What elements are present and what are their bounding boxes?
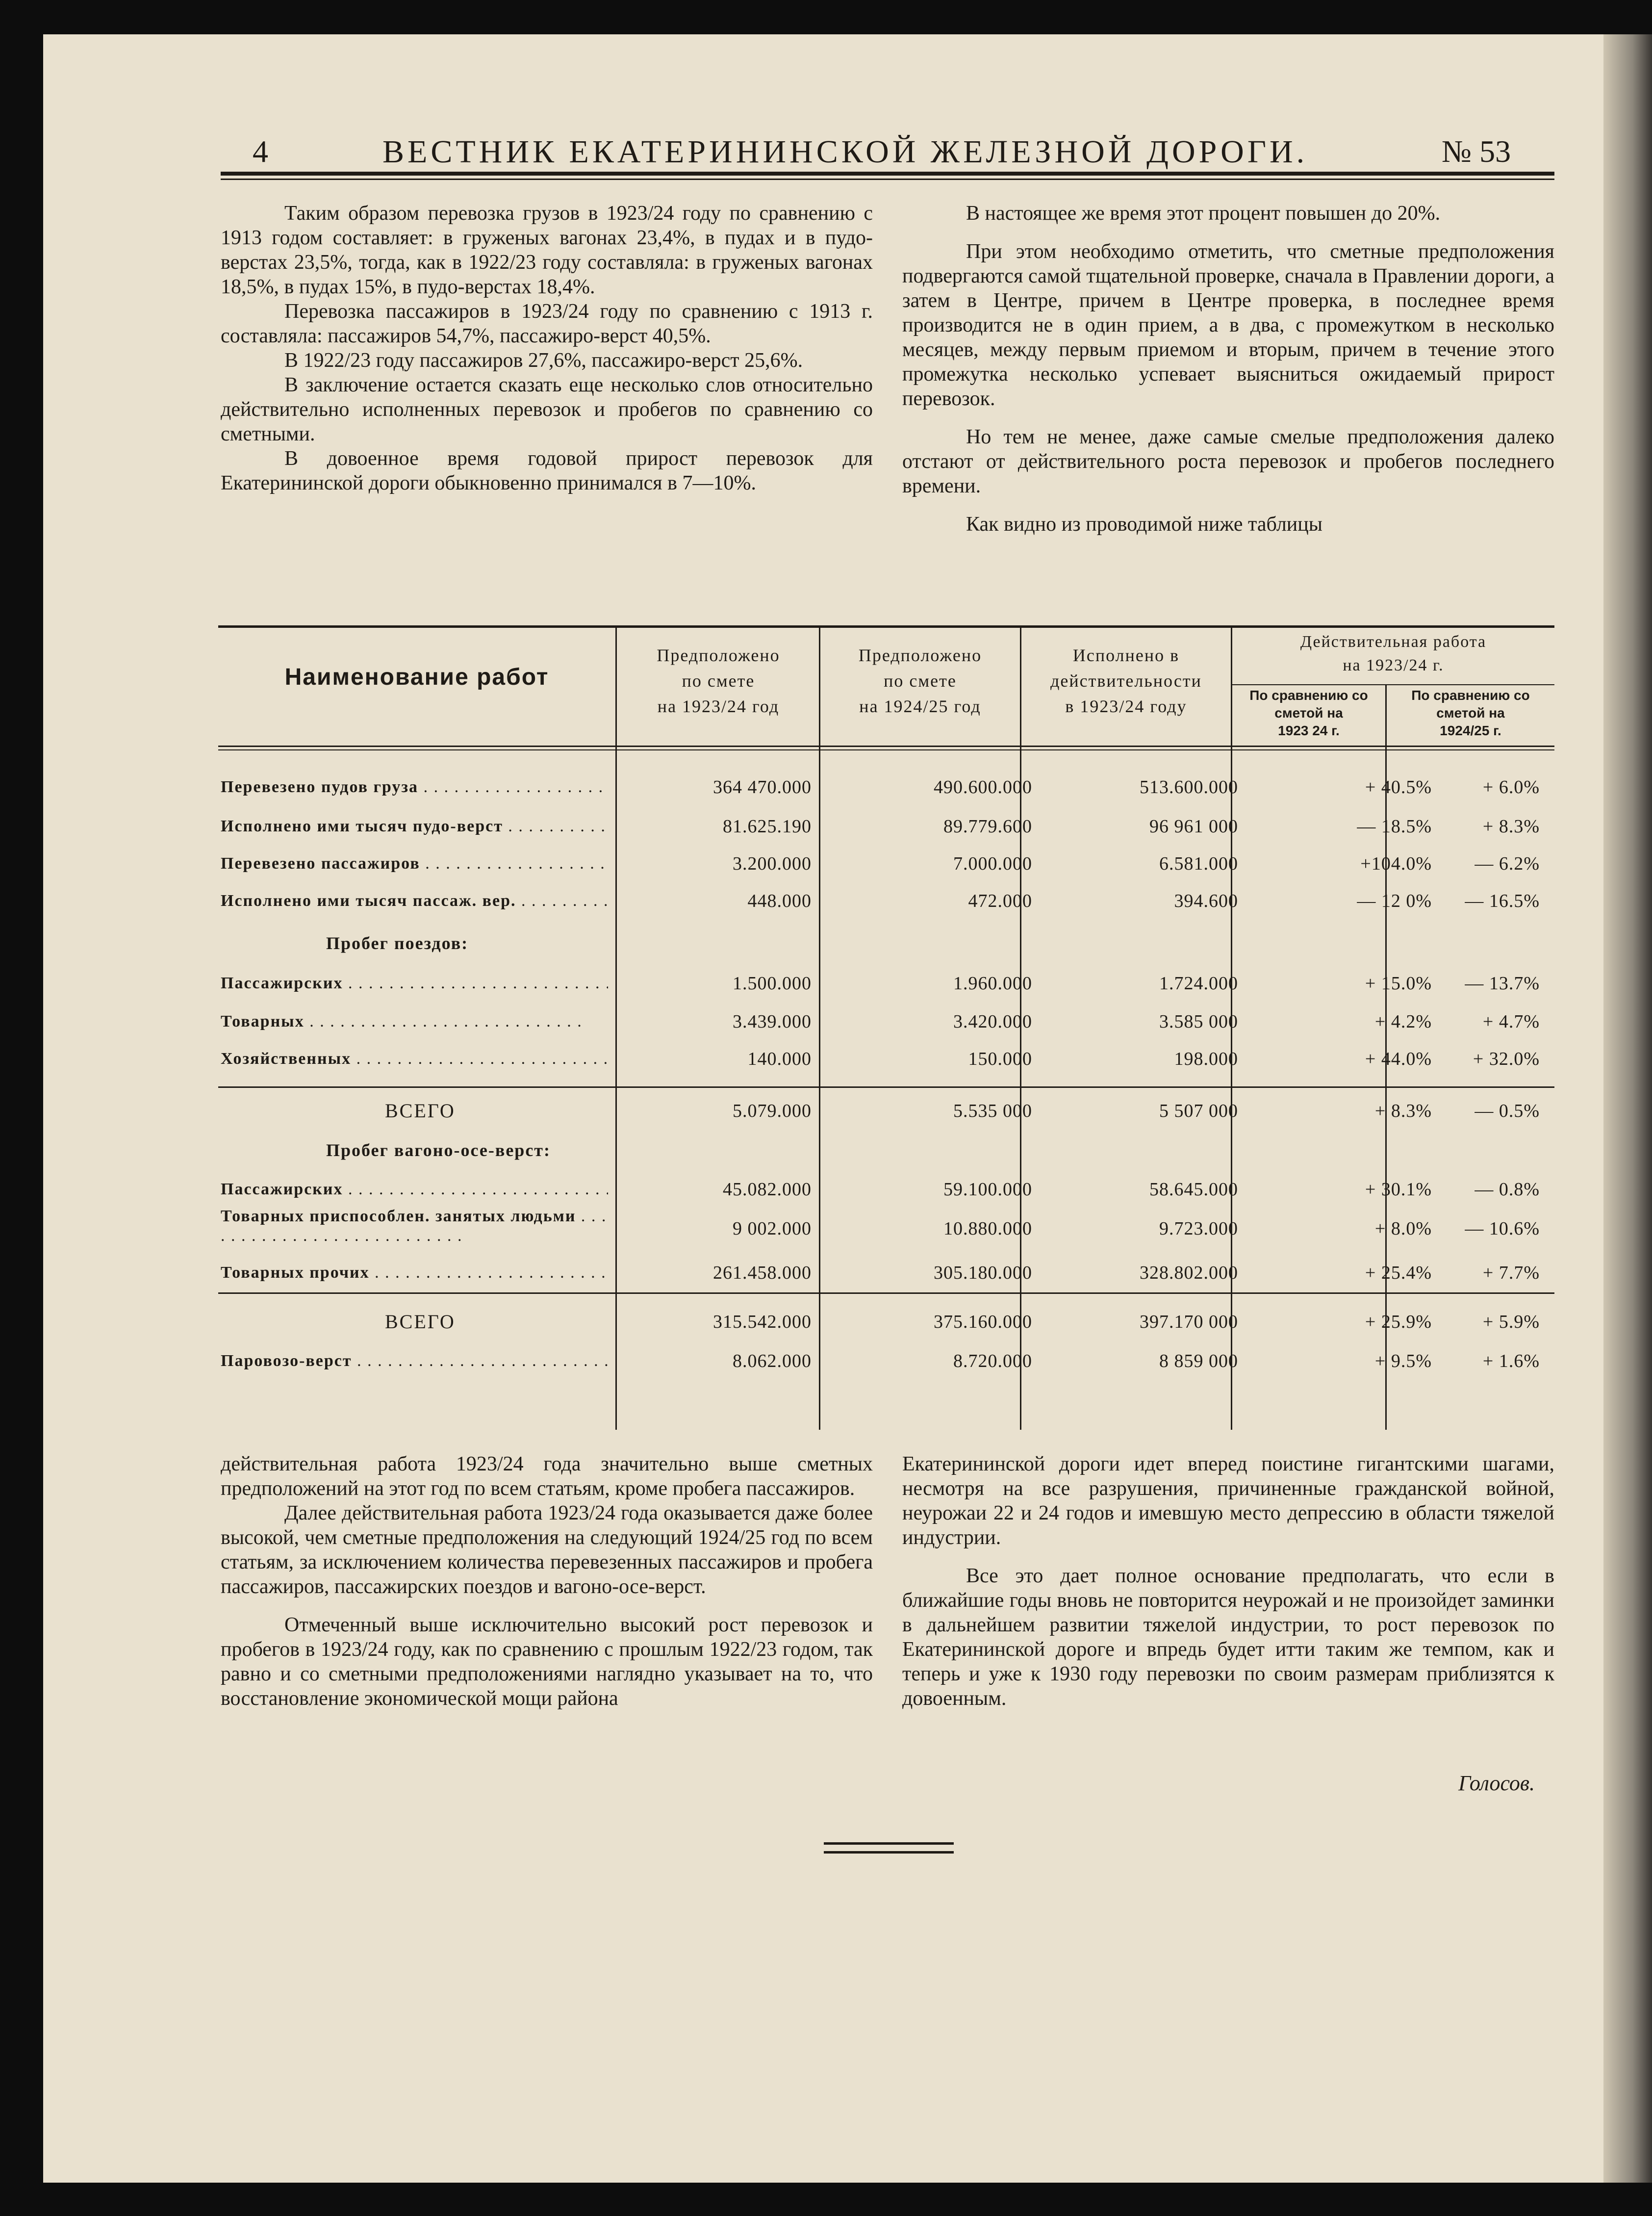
cell-value: 261.458.000 [713,1263,812,1283]
cell-value: +104.0% [1360,853,1432,874]
cell-value: 315.542.000 [713,1312,812,1332]
header-col4 [1232,687,1385,740]
cell-value: 3.585 000 [1159,1011,1238,1032]
header-line: Исполнено в [1072,645,1180,665]
cell-value: — 13.7% [1465,973,1540,994]
cell-value: — 16.5% [1465,891,1540,911]
journal-title: ВЕСТНИК ЕКАТЕРИНИНСКОЙ ЖЕЛЕЗНОЙ ДОРОГИ. [382,134,1308,170]
paragraph: В довоенное время годовой прирост перевозок для Екатерининской дороги обыкновенно принимался в 7—10%. [221,447,873,494]
paragraph: Как видно из проводимой ниже таблицы [966,513,1322,536]
page-edge [1603,34,1652,2183]
header-line: по смете [884,671,957,691]
row-label: Перевезено пудов груза . . . [221,773,608,802]
cell-value: + 25.9% [1365,1312,1432,1332]
cell-value: 448.000 [747,891,812,911]
header-line: 1924/25 г. [1440,723,1501,738]
paragraph: Перевозка пассажиров в 1923/24 году по сравнению с 1913 г. составляла: пассажиров 54,7%, пассажиро-верст 40,5%. [221,300,873,347]
cell-value: 3.439.000 [733,1011,812,1032]
cell-value: — 10.6% [1465,1218,1540,1239]
row-label: Товарных приспособлен. занятых людьми . . . [221,1207,608,1246]
cell-value: + 25.4% [1365,1263,1432,1283]
paragraph: В заключение остается сказать еще несколько слов относительно действительно исполненных перевозок и пробегов по сравнению со сметными. [221,374,873,445]
cell-value: 8 859 000 [1159,1351,1238,1371]
cell-value: 472.000 [968,891,1032,911]
table-row [218,1007,1554,1041]
cell-value: 1.724.000 [1159,973,1238,994]
table-section-row [218,1135,1554,1170]
cell-value: 150.000 [968,1049,1032,1069]
table-row [218,1175,1554,1209]
table-top-rule [218,625,1554,628]
cell-value: 375.160.000 [934,1312,1032,1332]
paragraph: В настоящее же время этот процент повышен до 20%. [966,202,1441,225]
cell-value: + 8.0% [1374,1218,1432,1239]
cell-value: 9 002.000 [733,1218,812,1239]
table-row [218,969,1554,1003]
header-line: сметой на [1436,705,1505,721]
row-label: Товарных . . . [221,1007,608,1036]
table-row [218,812,1554,846]
header-line: 1923 24 г. [1278,723,1340,738]
cell-value: 58.645.000 [1149,1179,1238,1200]
cell-value: 5.535 000 [953,1101,1032,1121]
table-row [218,1346,1554,1381]
cell-value: + 32.0% [1473,1049,1540,1069]
subtotal-rule [218,1292,1554,1294]
subtotal-rule [615,1086,1554,1088]
header-line: по смете [682,671,755,691]
cell-value: + 1.6% [1482,1351,1540,1371]
cell-value: 3.200.000 [733,853,812,874]
paragraph: действительная работа 1923/24 года значительно выше сметных предположений на этот год по всем статьям, кроме пробега пассажиров. [221,1453,873,1500]
cell-value: 81.625.190 [723,816,812,837]
cell-value: 397.170 000 [1140,1312,1238,1332]
paragraph: Но тем не менее, даже самые смелые предположения далеко отстают от действительного роста перевозок и пробегов последнего времени. [902,426,1554,497]
cell-value: — 6.2% [1474,853,1540,874]
cell-value: + 8.3% [1374,1101,1432,1121]
table-row [218,849,1554,883]
cell-value: + 5.9% [1482,1312,1540,1332]
cell-value: 513.600.000 [1140,777,1238,798]
row-label: Исполнено ими тысяч пудо-верст . . . [221,812,608,841]
table-header-rule [218,749,1554,750]
cell-value: + 30.1% [1365,1179,1432,1200]
paragraph: Все это дает полное основание предполагать, что если в ближайшие годы вновь не повторится неурожай и не произойдет заминки в дальнейшем развитии тяжелой индустрии, то рост перевозок по Екатерининской дороге и впредь будет итти таким же темпом, как и теперь и уже к 1930 году перевозки по своим размерам приблизятся к довоенным. [902,1565,1554,1710]
cell-value: 5 507 000 [1159,1101,1238,1121]
header-line: на 1923/24 год [657,696,780,716]
header-col3 [1021,643,1231,719]
section-label: Пробег вагоно-осе-верст: [326,1140,551,1160]
header-line: Предположено [858,645,982,665]
header-group [1232,630,1554,677]
header-line: Предположено [657,645,780,665]
paragraph: Отмеченный выше исключительно высокий рост перевозок и пробегов в 1923/24 году, как по сравнению с прошлым 1922/23 годом, так равно и со сметными предположениями наглядно указывает на то, что восстановление экономической мощи района [221,1614,873,1710]
header-col5 [1387,687,1554,740]
cell-value: + 4.7% [1482,1011,1540,1032]
cell-value: 1.500.000 [733,973,812,994]
bottom-right-column [902,1452,1554,1711]
bottom-left-column [221,1452,873,1711]
issue-number: № 53 [1442,134,1511,169]
section-label: Пробег поездов: [326,933,469,953]
table-row [218,773,1554,807]
table-row [218,886,1554,921]
cell-value: 45.082.000 [723,1179,812,1200]
cell-value: 490.600.000 [934,777,1032,798]
cell-value: 7.000.000 [953,853,1032,874]
table-header-rule [218,746,1554,747]
header-line: на 1924/25 год [859,696,981,716]
cell-value: + 8.3% [1482,816,1540,837]
cell-value: 6.581.000 [1159,853,1238,874]
cell-value: + 44.0% [1365,1049,1432,1069]
cell-value: 394.600 [1174,891,1238,911]
cell-value: 140.000 [747,1049,812,1069]
row-label: Перевезено пассажиров . . . [221,849,608,878]
cell-value: 10.880.000 [943,1218,1032,1239]
header-rule [221,172,1554,176]
cell-value: 59.100.000 [943,1179,1032,1200]
paragraph: В 1922/23 году пассажиров 27,6%, пассажиро-верст 25,6%. [284,349,803,372]
cell-value: + 6.0% [1482,777,1540,798]
subtotal-rule [218,1086,620,1088]
row-label: Паровозо-верст . . . [221,1346,608,1376]
total-label: ВСЕГО [385,1100,456,1122]
row-label: Хозяйственных . . . [221,1044,608,1074]
cell-value: — 12 0% [1357,891,1432,911]
row-label: Пассажирских . . . [221,969,608,998]
header-line: сметой на [1274,705,1343,721]
header-col1 [618,643,819,719]
cell-value: — 0.5% [1474,1101,1540,1121]
paragraph: Далее действительная работа 1923/24 года оказывается даже более высокой, чем сметные предположения на следующий 1924/25 год по всем статьям, за исключением количества перевезенных пассажиров и пробега пассажиров, пассажирских поездов и вагоно-осе-верст. [221,1502,873,1598]
total-label: ВСЕГО [385,1311,456,1333]
cell-value: 89.779.600 [943,816,1032,837]
cell-value: — 0.8% [1474,1179,1540,1200]
table-row [218,1044,1554,1079]
row-label: Пассажирских . . . [221,1175,608,1204]
top-left-column [221,201,873,495]
row-label: Исполнено ими тысяч пассаж. вер. . . . [221,886,608,916]
cell-value: 8.062.000 [733,1351,812,1371]
table-total-row [218,1307,1554,1341]
header-line: на 1923/24 г. [1343,656,1444,674]
cell-value: 1.960.000 [953,973,1032,994]
row-label: Товарных прочих . . . [221,1258,608,1288]
header-line: в 1923/24 году [1065,696,1187,716]
cell-value: 305.180.000 [934,1263,1032,1283]
cell-value: + 7.7% [1482,1263,1540,1283]
table-row [218,1258,1554,1292]
cell-value: — 18.5% [1357,816,1432,837]
group-header-rule [1231,684,1554,685]
header-col2 [820,643,1020,719]
cell-value: 328.802.000 [1140,1263,1238,1283]
cell-value: + 4.2% [1374,1011,1432,1032]
cell-value: 5.079.000 [733,1101,812,1121]
cell-value: 364 470.000 [713,777,812,798]
paragraph: При этом необходимо отметить, что сметные предположения подвергаются самой тщательной проверке, сначала в Правлении дороги, а затем в Центре, причем в Центре проверка, в последнее время производится не в один прием, а в два, с промежутком в несколько месяцев, между первым приемом и вторым, причем в течение этого промежутка несколько успевает выясниться ожидаемый прирост перевозок. [902,240,1554,410]
header-line: Действительная работа [1300,633,1487,651]
end-rule [824,1851,954,1854]
table-row [218,1207,1554,1248]
cell-value: + 15.0% [1365,973,1432,994]
cell-value: 198.000 [1174,1049,1238,1069]
header-rule [221,179,1554,180]
cell-value: 9.723.000 [1159,1218,1238,1239]
statistics-table [218,625,1554,1430]
header-line: По сравнению со [1411,688,1530,703]
end-rule [824,1842,954,1845]
author-signature: Голосов. [1458,1771,1535,1795]
table-total-row [218,1096,1554,1131]
header-line: По сравнению со [1249,688,1368,703]
cell-value: 96 961 000 [1149,816,1238,837]
cell-value: 3.420.000 [953,1011,1032,1032]
top-right-column [902,201,1554,537]
header-name-of-works: Наименование работ [284,664,549,690]
header-line: действительности [1050,671,1202,691]
cell-value: 8.720.000 [953,1351,1032,1371]
page-number: 4 [253,134,268,169]
paragraph: Екатерининской дороги идет вперед поистине гигантскими шагами, несмотря на все разрушения, причиненные гражданской войной, неурожаи 22 и 24 годов и имевшую место депрессию в области тяжелой индустрии. [902,1453,1554,1549]
table-section-row [218,928,1554,963]
cell-value: + 40.5% [1365,777,1432,798]
paragraph: Таким образом перевозка грузов в 1923/24 году по сравнению с 1913 годом составляет: в груженых вагонах 23,4%, в пудах и в пудо-верстах 23,5%, тогда, как в 1922/23 году составляла: в груженых вагонах 18,5%, в пудах 15%, в пудо-верстах 18,4%. [221,202,873,298]
cell-value: + 9.5% [1374,1351,1432,1371]
